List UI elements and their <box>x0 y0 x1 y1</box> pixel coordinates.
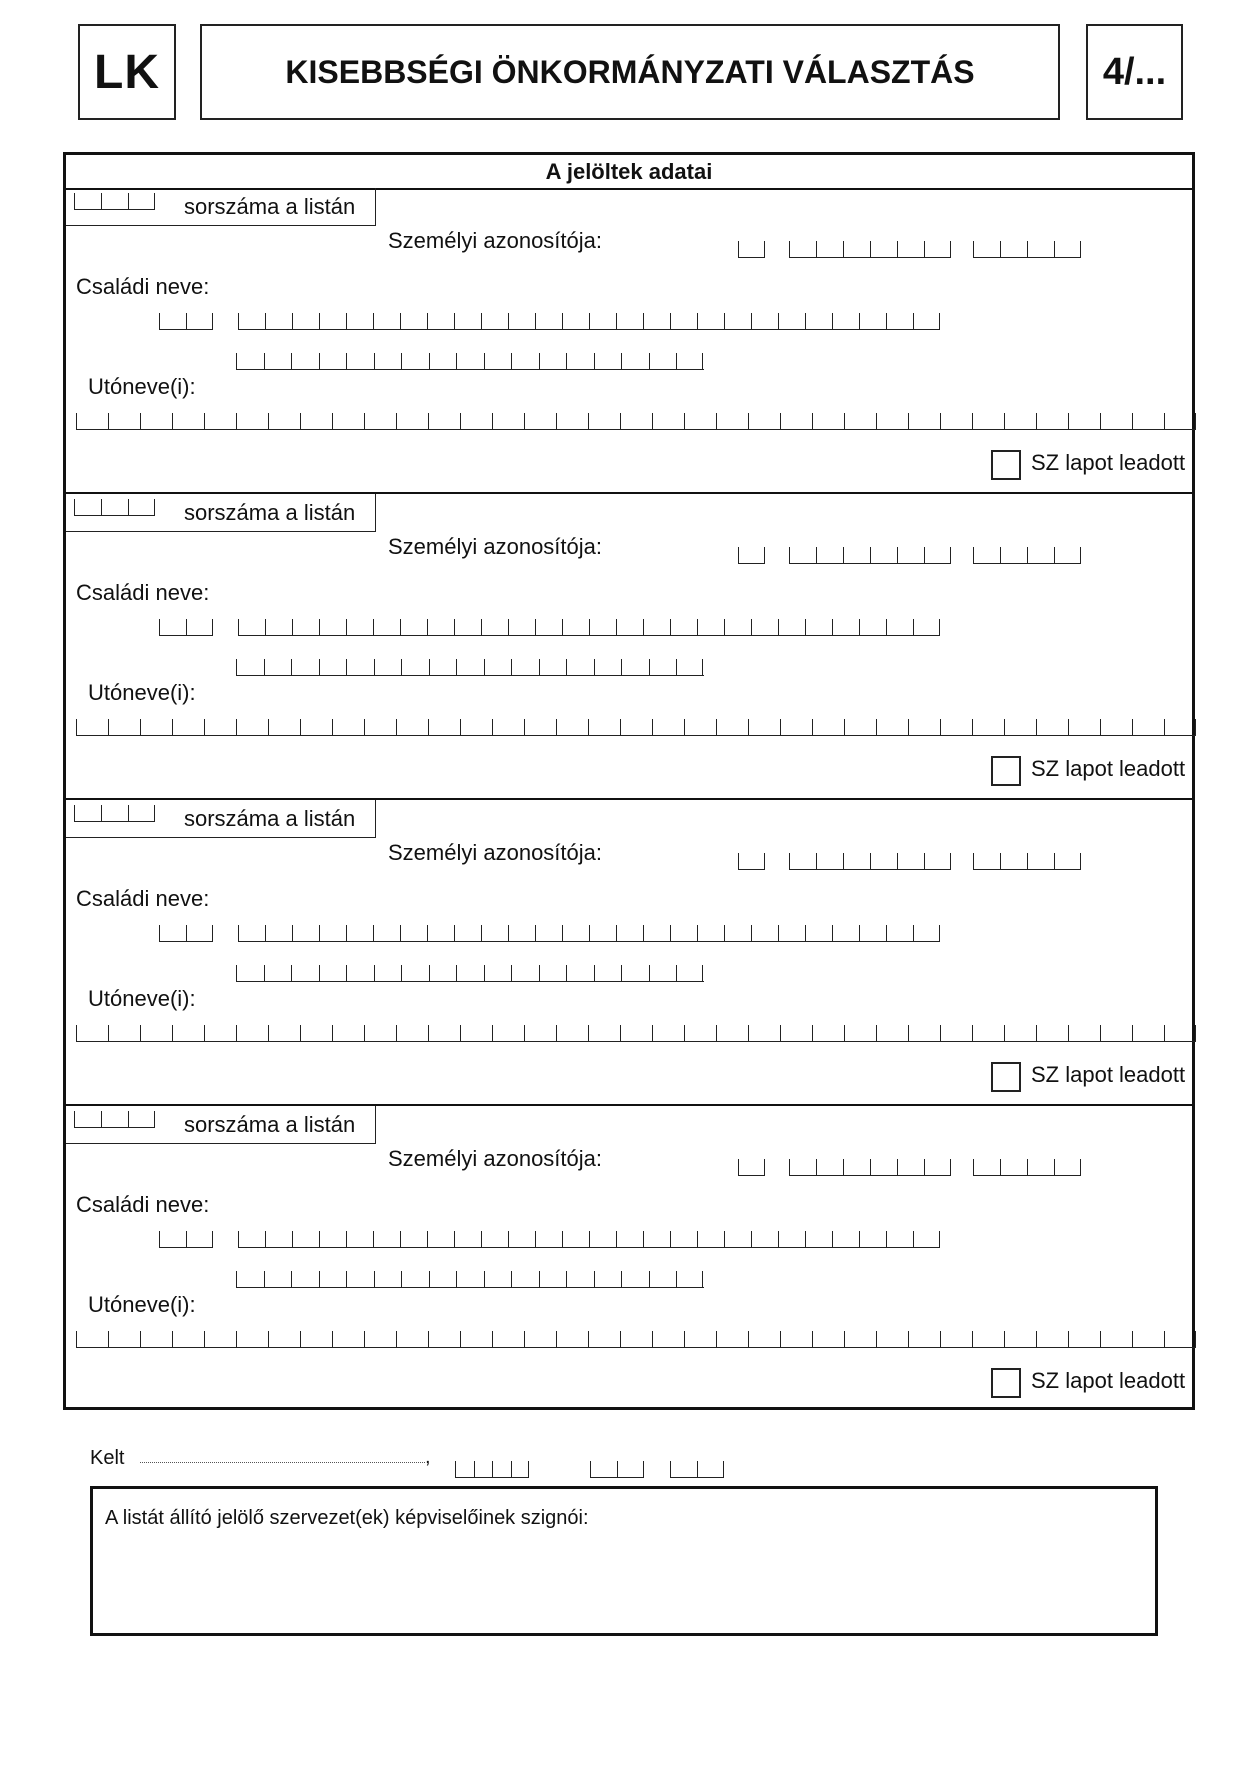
personal-id-gender-comb[interactable] <box>738 854 765 870</box>
family-name-line1-comb[interactable] <box>238 1232 940 1248</box>
sequence-label: sorszáma a listán <box>184 500 356 525</box>
personal-id-serial-comb[interactable] <box>973 242 1081 258</box>
given-names-comb[interactable] <box>76 1026 1196 1042</box>
candidate-block <box>66 1106 1192 1412</box>
candidate-block <box>66 800 1192 1106</box>
form-code: LK <box>78 24 176 120</box>
date-place-field[interactable] <box>140 1462 425 1463</box>
given-names-label: Utóneve(i): <box>88 986 196 1011</box>
given-names-comb[interactable] <box>76 720 1196 736</box>
family-name-line2-comb[interactable] <box>236 1272 704 1288</box>
family-name-prefix-comb[interactable] <box>159 926 213 942</box>
personal-id-birthdate-comb[interactable] <box>789 1160 951 1176</box>
family-name-label: Családi neve: <box>76 1192 210 1217</box>
sequence-number-comb[interactable] <box>74 500 155 516</box>
form-title: KISEBBSÉGI ÖNKORMÁNYZATI VÁLASZTÁS <box>200 24 1060 120</box>
personal-id-gender-comb[interactable] <box>738 1160 765 1176</box>
given-names-label: Utóneve(i): <box>88 680 196 705</box>
personal-id-label: Személyi azonosítója: <box>388 534 602 559</box>
date-label: Kelt <box>90 1447 125 1469</box>
given-names-label: Utóneve(i): <box>88 374 196 399</box>
family-name-line2-comb[interactable] <box>236 660 704 676</box>
sequence-number-comb[interactable] <box>74 806 155 822</box>
signature-label: A listát állító jelölő szervezet(ek) képviselőinek szignói: <box>105 1507 589 1529</box>
family-name-line2-comb[interactable] <box>236 354 704 370</box>
sequence-number-comb[interactable] <box>74 1112 155 1128</box>
personal-id-label: Személyi azonosítója: <box>388 840 602 865</box>
personal-id-birthdate-comb[interactable] <box>789 242 951 258</box>
page-number: 4/... <box>1086 24 1183 120</box>
given-names-comb[interactable] <box>76 414 1196 430</box>
family-name-label: Családi neve: <box>76 274 210 299</box>
personal-id-birthdate-comb[interactable] <box>789 854 951 870</box>
given-names-comb[interactable] <box>76 1332 1196 1348</box>
personal-id-gender-comb[interactable] <box>738 548 765 564</box>
personal-id-label: Személyi azonosítója: <box>388 228 602 253</box>
sz-sheet-checkbox[interactable] <box>991 1062 1021 1092</box>
date-year-comb[interactable] <box>455 1462 529 1478</box>
family-name-prefix-comb[interactable] <box>159 314 213 330</box>
sequence-number-comb[interactable] <box>74 194 155 210</box>
sz-sheet-label: SZ lapot leadott <box>1031 756 1186 781</box>
personal-id-gender-comb[interactable] <box>738 242 765 258</box>
family-name-label: Családi neve: <box>76 886 210 911</box>
candidate-block <box>66 494 1192 800</box>
sz-sheet-label: SZ lapot leadott <box>1031 1062 1186 1087</box>
date-separator: , <box>425 1446 431 1468</box>
section-title: A jelöltek adatai <box>66 155 1192 190</box>
family-name-prefix-comb[interactable] <box>159 1232 213 1248</box>
date-day-comb[interactable] <box>670 1462 724 1478</box>
candidates-frame <box>63 152 1195 1410</box>
personal-id-serial-comb[interactable] <box>973 548 1081 564</box>
sz-sheet-label: SZ lapot leadott <box>1031 450 1186 475</box>
date-month-comb[interactable] <box>590 1462 644 1478</box>
family-name-line1-comb[interactable] <box>238 926 940 942</box>
sz-sheet-checkbox[interactable] <box>991 756 1021 786</box>
given-names-label: Utóneve(i): <box>88 1292 196 1317</box>
sz-sheet-label: SZ lapot leadott <box>1031 1368 1186 1393</box>
family-name-line1-comb[interactable] <box>238 314 940 330</box>
personal-id-label: Személyi azonosítója: <box>388 1146 602 1171</box>
personal-id-birthdate-comb[interactable] <box>789 548 951 564</box>
sequence-label: sorszáma a listán <box>184 806 356 831</box>
family-name-line2-comb[interactable] <box>236 966 704 982</box>
sz-sheet-checkbox[interactable] <box>991 450 1021 480</box>
personal-id-serial-comb[interactable] <box>973 854 1081 870</box>
sequence-label: sorszáma a listán <box>184 194 356 219</box>
signature-box[interactable] <box>90 1486 1158 1636</box>
personal-id-serial-comb[interactable] <box>973 1160 1081 1176</box>
family-name-line1-comb[interactable] <box>238 620 940 636</box>
sequence-label: sorszáma a listán <box>184 1112 356 1137</box>
candidate-block <box>66 188 1192 494</box>
family-name-prefix-comb[interactable] <box>159 620 213 636</box>
family-name-label: Családi neve: <box>76 580 210 605</box>
sz-sheet-checkbox[interactable] <box>991 1368 1021 1398</box>
